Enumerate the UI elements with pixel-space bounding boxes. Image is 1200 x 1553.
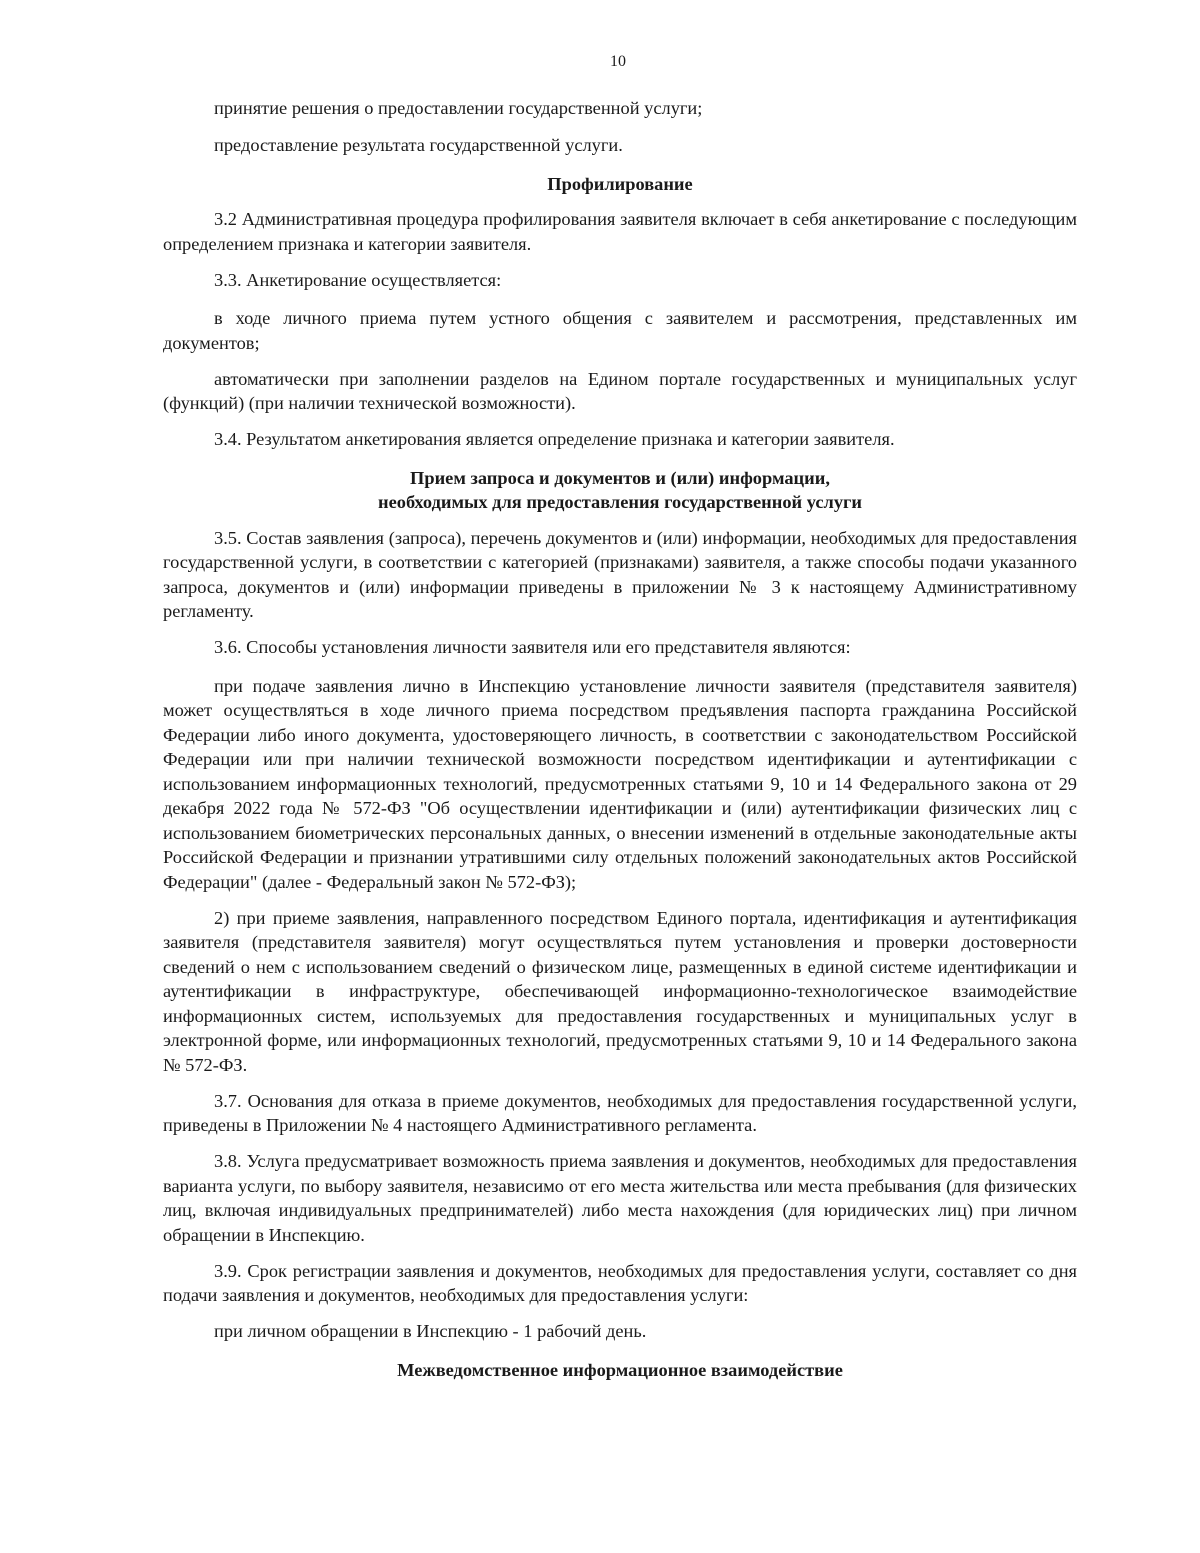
- paragraph: 3.2 Административная процедура профилирования заявителя включает в себя анкетирование с последующим определением признака и категории заявителя.: [163, 209, 1077, 254]
- paragraph: 2) при приеме заявления, направленного посредством Единого портала, идентификация и аутентификация заявителя (представителя заявителя) могут осуществляться путем установления и проверки достоверности сведений о нем с использованием сведений о физическом лице, размещенных в единой системе идентификации и аутентификации в инфраструктуре, обеспечивающей информационно-технологическое взаимодействие информационных систем, используемых для предоставления государственных и муниципальных услуг в электронной форме, или информационных технологий, предусмотренных статьями 9, 10 и 14 Федерального закона № 572-ФЗ.: [163, 907, 1077, 1075]
- paragraph: в ходе личного приема путем устного общения с заявителем и рассмотрения, представленных им документов;: [163, 308, 1077, 353]
- page-number: 10: [610, 53, 626, 70]
- heading-line: Прием запроса и документов и (или) информации,: [410, 467, 830, 488]
- paragraph: 3.3. Анкетирование осуществляется:: [214, 269, 502, 290]
- section-heading-interagency: Межведомственное информационное взаимодействие: [397, 1359, 843, 1380]
- paragraph: принятие решения о предоставлении государственной услуги;: [214, 98, 703, 118]
- section-heading-profiling: Профилирование: [547, 173, 693, 194]
- paragraph: 3.9. Срок регистрации заявления и документов, необходимых для предоставления услуги, составляет со дня подачи заявления и документов, необходимых для предоставления услуги:: [163, 1260, 1077, 1305]
- paragraph: 3.4. Результатом анкетирования является определение признака и категории заявителя.: [214, 429, 895, 449]
- section-heading-reception: [163, 466, 1077, 515]
- paragraph: 3.8. Услуга предусматривает возможность приема заявления и документов, необходимых для предоставления варианта услуги, по выбору заявителя, независимо от его места жительства или места пребывания (для физических лиц, включая индивидуальных предпринимателей) либо места нахождения (для юридических лиц) при личном обращении в Инспекцию.: [163, 1151, 1077, 1245]
- paragraph: при подаче заявления лично в Инспекцию установление личности заявителя (представителя заявителя) может осуществляться в ходе личного приема посредством предъявления паспорта гражданина Российской Федерации либо иного документа, удостоверяющего личность, в соответствии с законодательством Российской Федерации или при наличии технической возможности посредством идентификации и аутентификации с использованием информационных технологий, предусмотренных статьями 9, 10 и 14 Федерального закона от 29 декабря 2022 года № 572-ФЗ "Об осуществлении идентификации и (или) аутентификации физических лиц с использованием биометрических персональных данных, о внесении изменений в отдельные законодательные акты Российской Федерации и признании утратившими силу отдельных положений законодательных актов Российской Федерации" (далее - Федеральный закон № 572-ФЗ);: [163, 675, 1077, 892]
- paragraph: 3.5. Состав заявления (запроса), перечень документов и (или) информации, необходимых для предоставления государственной услуги, в соответствии с категорией (признаками) заявителя, а также способы подачи указанного запроса, документов и (или) информации приведены в приложении № 3 к настоящему Административному регламенту.: [163, 527, 1077, 621]
- paragraph: предоставление результата государственной услуги.: [214, 135, 623, 155]
- paragraph: 3.7. Основания для отказа в приеме документов, необходимых для предоставления государственной услуги, приведены в Приложении № 4 настоящего Административного регламента.: [163, 1090, 1077, 1135]
- document-body: [163, 96, 1077, 1393]
- paragraph: 3.6. Способы установления личности заявителя или его представителя являются:: [214, 637, 851, 657]
- heading-line: необходимых для предоставления государственной услуги: [377, 492, 863, 512]
- paragraph: при личном обращении в Инспекцию - 1 рабочий день.: [214, 1321, 647, 1341]
- paragraph: автоматически при заполнении разделов на Едином портале государственных и муниципальных услуг (функций) (при наличии технической возможности).: [163, 368, 1077, 413]
